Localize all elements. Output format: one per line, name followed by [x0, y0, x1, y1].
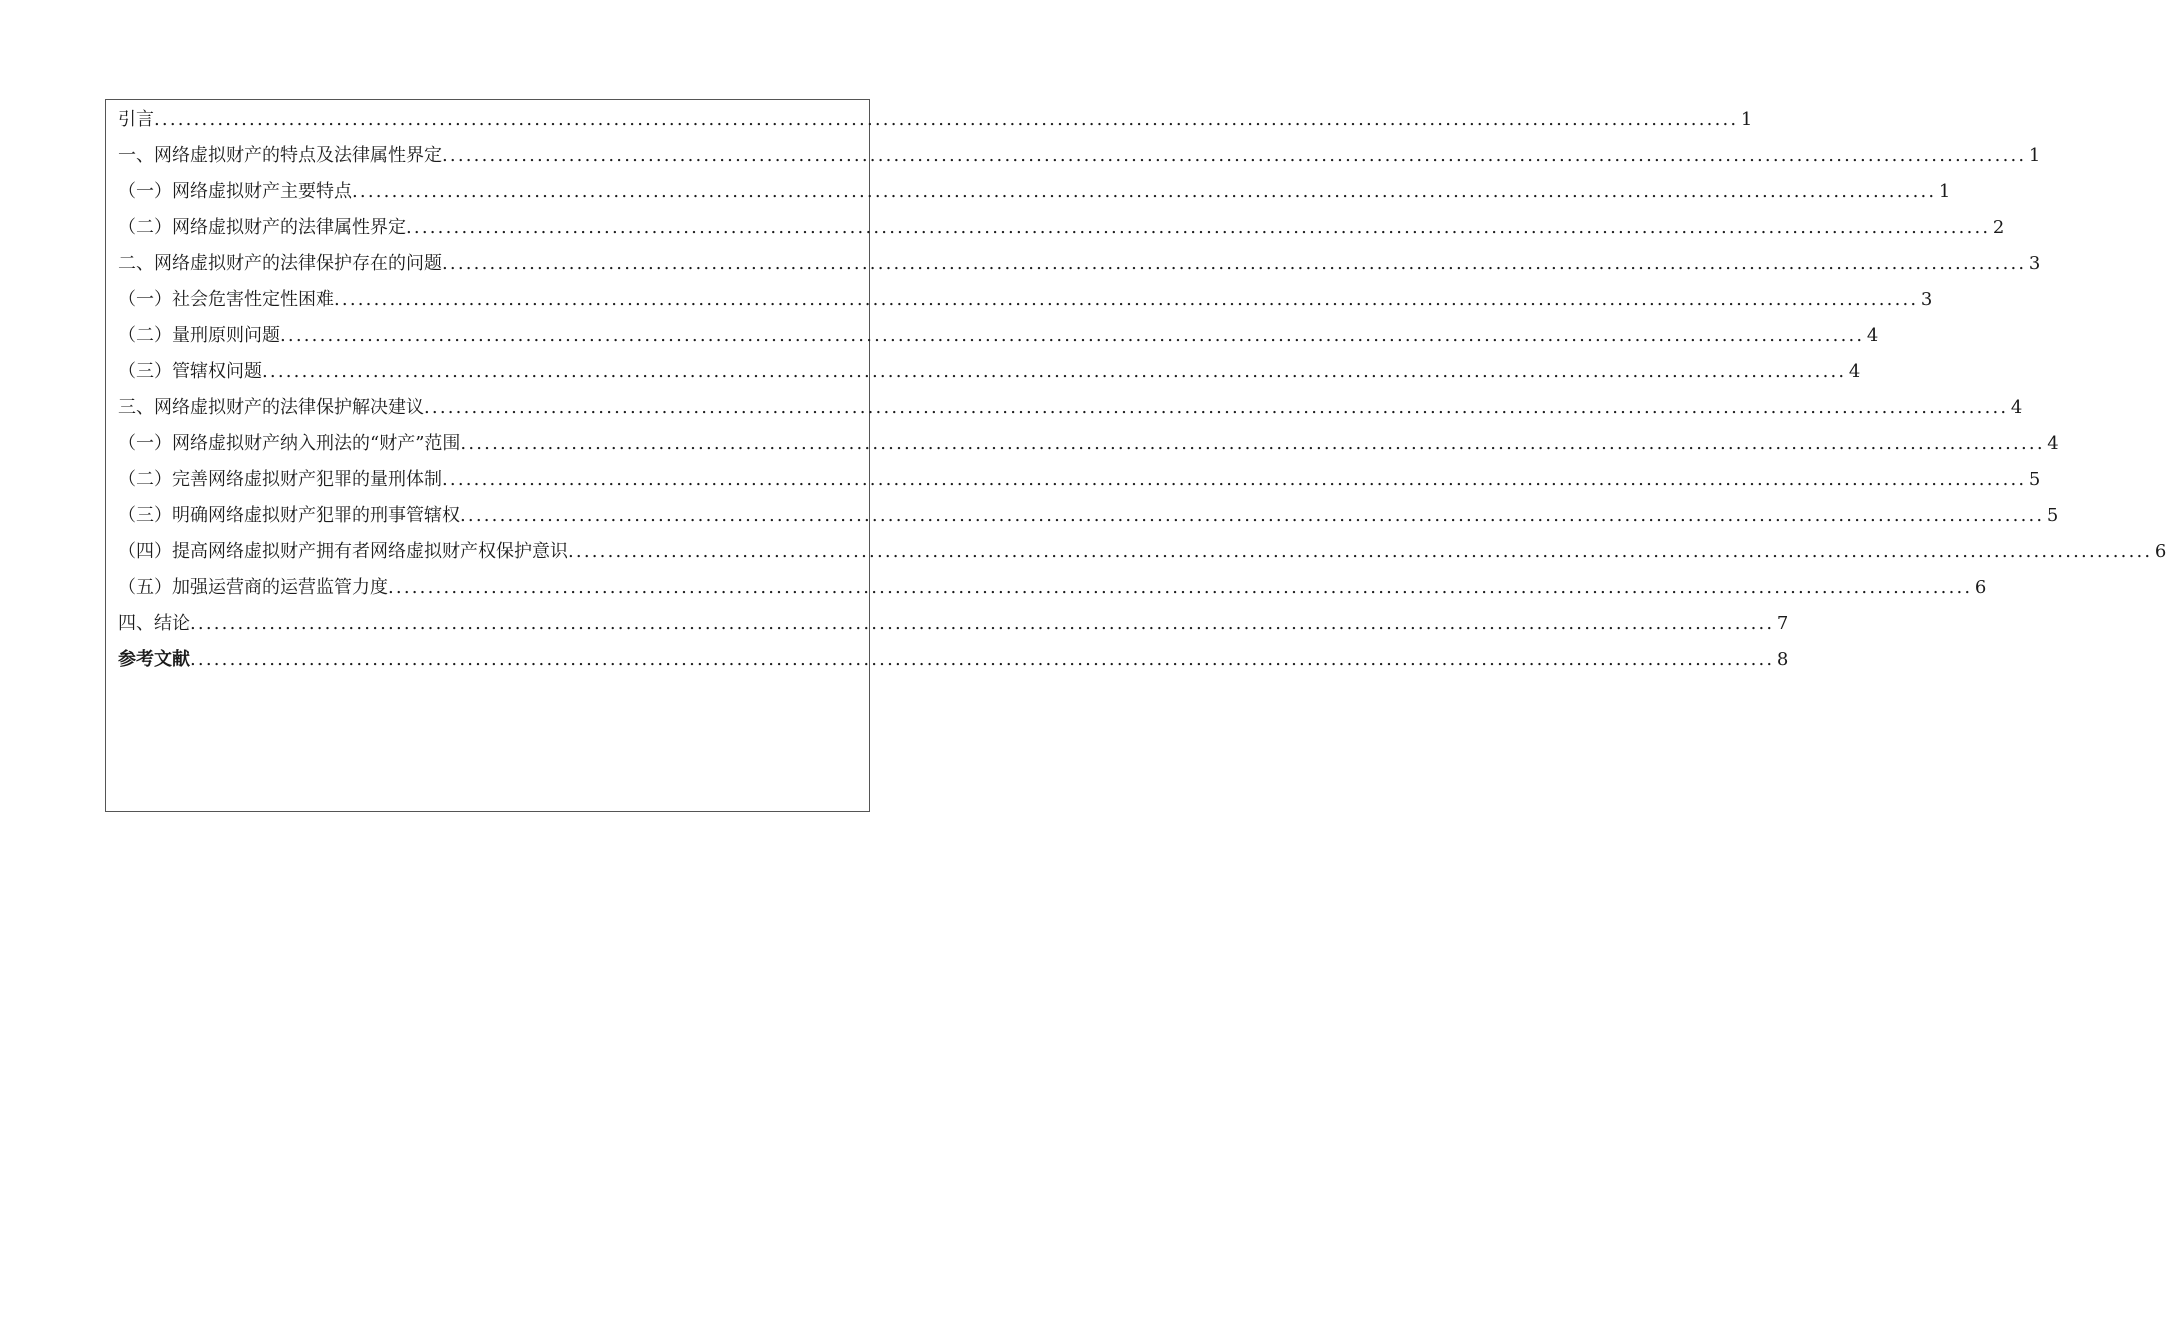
toc-entry-2-3[interactable] [118, 354, 1861, 390]
toc-box [105, 99, 2166, 812]
dot-leader: ........................................................................................................................................................................................................ [190, 613, 1775, 634]
dot-leader: ........................................................................................................................................................................................................ [190, 649, 1775, 670]
dot-leader: ........................................................................................................................................................................................................ [442, 469, 2027, 490]
toc-entry-3-2[interactable] [118, 462, 2041, 498]
toc-list [118, 102, 2166, 678]
toc-entry-page: 6 [2154, 541, 2166, 562]
dot-leader: ........................................................................................................................................................................................................ [460, 505, 2045, 526]
toc-entry-page: 4 [1848, 361, 1861, 382]
toc-entry-page: 3 [2028, 253, 2041, 274]
toc-entry-references[interactable] [118, 642, 1789, 678]
dot-leader: ........................................................................................................................................................................................................ [262, 361, 1847, 382]
toc-entry-title: （三）管辖权问题 [118, 361, 262, 382]
dot-leader: ........................................................................................................................................................................................................ [568, 541, 2153, 562]
toc-entry-3-4[interactable] [118, 534, 2166, 570]
dot-leader: ........................................................................................................................................................................................................ [352, 181, 1937, 202]
toc-entry-page: 6 [1974, 577, 1987, 598]
toc-entry-title: （五）加强运营商的运营监管力度 [118, 577, 388, 598]
toc-entry-chapter-3[interactable] [118, 390, 2023, 426]
toc-entry-title: 四、结论 [118, 613, 190, 634]
toc-entry-2-1[interactable] [118, 282, 1933, 318]
toc-entry-title: （二）量刑原则问题 [118, 325, 280, 346]
toc-entry-page: 7 [1776, 613, 1789, 634]
toc-entry-page: 4 [2010, 397, 2023, 418]
toc-entry-page: 3 [1920, 289, 1933, 310]
toc-entry-page: 5 [2028, 469, 2041, 490]
toc-entry-title: （四）提高网络虚拟财产拥有者网络虚拟财产权保护意识 [118, 541, 568, 562]
toc-entry-1-2[interactable] [118, 210, 2005, 246]
toc-entry-title: 引言 [118, 109, 154, 130]
toc-entry-3-3[interactable] [118, 498, 2059, 534]
toc-entry-page: 2 [1992, 217, 2005, 238]
toc-entry-page: 8 [1776, 649, 1789, 670]
toc-entry-title: （二）网络虚拟财产的法律属性界定 [118, 217, 406, 238]
toc-entry-page: 4 [1866, 325, 1879, 346]
toc-entry-chapter-4[interactable] [118, 606, 1789, 642]
dot-leader: ........................................................................................................................................................................................................ [154, 109, 1739, 130]
toc-entry-page: 4 [2047, 433, 2059, 454]
toc-entry-3-5[interactable] [118, 570, 1987, 606]
toc-entry-title: （一）社会危害性定性困难 [118, 289, 334, 310]
toc-entry-title: 一、网络虚拟财产的特点及法律属性界定 [118, 145, 442, 166]
toc-entry-title: （三）明确网络虚拟财产犯罪的刑事管辖权 [118, 505, 460, 526]
toc-entry-page: 1 [1740, 109, 1753, 130]
dot-leader: ........................................................................................................................................................................................................ [334, 289, 1919, 310]
toc-entry-title: （一）网络虚拟财产纳入刑法的“财产”范围 [118, 433, 461, 454]
dot-leader: ........................................................................................................................................................................................................ [442, 145, 2027, 166]
toc-entry-introduction[interactable] [118, 102, 1753, 138]
toc-entry-page: 5 [2046, 505, 2059, 526]
dot-leader: ........................................................................................................................................................................................................ [460, 433, 2045, 454]
toc-entry-chapter-2[interactable] [118, 246, 2041, 282]
dot-leader: ........................................................................................................................................................................................................ [442, 253, 2027, 274]
toc-entry-title: 参考文献 [118, 649, 190, 670]
toc-entry-title: 二、网络虚拟财产的法律保护存在的问题 [118, 253, 442, 274]
dot-leader: ........................................................................................................................................................................................................ [406, 217, 1991, 238]
toc-entry-page: 1 [1938, 181, 1951, 202]
toc-entry-1-1[interactable] [118, 174, 1951, 210]
toc-entry-2-2[interactable] [118, 318, 1879, 354]
toc-entry-title: 三、网络虚拟财产的法律保护解决建议 [118, 397, 424, 418]
toc-entry-chapter-1[interactable] [118, 138, 2041, 174]
toc-entry-3-1[interactable] [118, 426, 2059, 462]
dot-leader: ........................................................................................................................................................................................................ [280, 325, 1865, 346]
dot-leader: ........................................................................................................................................................................................................ [424, 397, 2009, 418]
toc-entry-title: （二）完善网络虚拟财产犯罪的量刑体制 [118, 469, 442, 490]
toc-entry-page: 1 [2028, 145, 2041, 166]
dot-leader: ........................................................................................................................................................................................................ [388, 577, 1973, 598]
toc-entry-title: （一）网络虚拟财产主要特点 [118, 181, 352, 202]
